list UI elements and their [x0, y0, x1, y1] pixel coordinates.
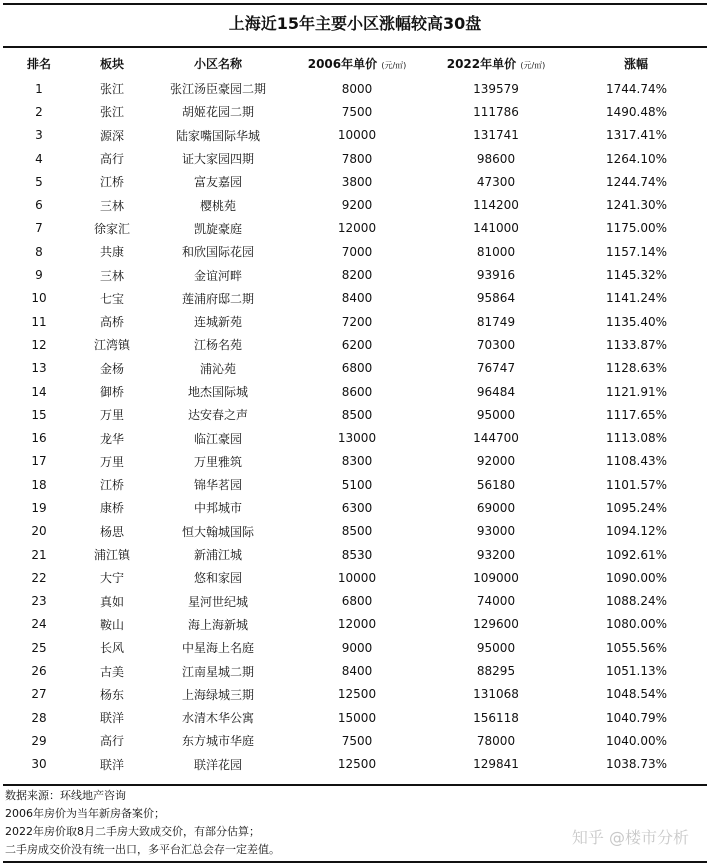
cell-growth: 1048.54%: [605, 687, 667, 702]
cell-growth: 1490.48%: [605, 104, 667, 119]
cell-rank: 13: [31, 361, 47, 376]
cell-area: 真如: [99, 594, 124, 609]
table-row: [3, 380, 707, 403]
cell-price2006: 8400: [341, 664, 373, 679]
cell-price2006: 7500: [341, 104, 373, 119]
cell-rank: 30: [31, 757, 47, 772]
cell-area: 大宁: [99, 571, 124, 586]
col-header-price2006: [287, 49, 427, 77]
cell-growth: 1128.63%: [605, 361, 667, 376]
cell-price2022: 139579: [473, 81, 519, 96]
cell-rank: 28: [31, 710, 47, 725]
table-row: [3, 426, 707, 449]
table-row: [3, 706, 707, 729]
cell-rank: 9: [35, 268, 43, 283]
cell-area: 张江: [99, 82, 124, 97]
cell-price2022: 95000: [476, 640, 516, 655]
cell-price2006: 8530: [341, 547, 373, 562]
table-row: [3, 263, 707, 286]
cell-price2022: 76747: [476, 361, 516, 376]
table-row: [3, 240, 707, 263]
cell-price2022: 144700: [473, 431, 519, 446]
cell-price2006: 6200: [341, 337, 373, 352]
cell-price2006: 7200: [341, 314, 373, 329]
table-row: [3, 217, 707, 240]
cell-name: 中星海上名庭: [181, 641, 254, 656]
cell-price2022: 81000: [476, 244, 516, 259]
cell-growth: 1264.10%: [605, 151, 667, 166]
cell-rank: 8: [35, 244, 43, 259]
cell-name: 联洋花园: [193, 757, 242, 772]
footnote-line: 二手房成交价没有统一出口，多平台汇总会存一定差值。: [5, 843, 280, 856]
cell-area: 古美: [99, 664, 124, 679]
cell-name: 恒大翰城国际: [181, 524, 254, 539]
cell-area: 万里: [99, 408, 124, 423]
ranking-table: [3, 49, 707, 776]
cell-rank: 1: [35, 81, 43, 96]
cell-rank: 4: [35, 151, 43, 166]
cell-growth: 1244.74%: [605, 174, 667, 189]
cell-rank: 10: [31, 291, 47, 306]
cell-price2022: 95000: [476, 407, 516, 422]
cell-price2006: 15000: [337, 710, 377, 725]
cell-growth: 1145.32%: [605, 268, 667, 283]
col-header-growth: 涨幅: [623, 56, 648, 71]
cell-price2006: 12000: [337, 221, 377, 236]
cell-area: 三林: [99, 198, 124, 213]
cell-price2006: 9000: [341, 640, 373, 655]
cell-price2022: 74000: [476, 594, 516, 609]
cell-price2006: 6800: [341, 361, 373, 376]
cell-area: 万里: [99, 454, 124, 469]
cell-growth: 1317.41%: [605, 128, 667, 143]
col-header-price2006-label: 2006年单价: [307, 56, 378, 71]
cell-area: 高行: [99, 734, 124, 749]
cell-price2022: 109000: [473, 570, 519, 585]
table-title: 上海近15年主要小区涨幅较高30盘: [228, 14, 482, 33]
table-row: [3, 403, 707, 426]
cell-growth: 1038.73%: [605, 757, 667, 772]
cell-area: 三林: [99, 268, 124, 283]
cell-area: 联洋: [99, 711, 124, 726]
cell-area: 联洋: [99, 757, 124, 772]
cell-growth: 1055.56%: [605, 640, 667, 655]
table-row: [3, 124, 707, 147]
cell-growth: 1090.00%: [605, 570, 667, 585]
cell-price2022: 129600: [473, 617, 519, 632]
table-row: [3, 193, 707, 216]
cell-rank: 19: [31, 500, 47, 515]
table-row: [3, 659, 707, 682]
table-row: [3, 520, 707, 543]
cell-price2006: 10000: [337, 570, 377, 585]
table-row: [3, 333, 707, 356]
col-header-name: 小区名称: [193, 56, 242, 71]
table-body: [3, 77, 707, 776]
cell-rank: 2: [35, 104, 43, 119]
cell-price2006: 13000: [337, 431, 377, 446]
cell-price2022: 92000: [476, 454, 516, 469]
cell-price2006: 6800: [341, 594, 373, 609]
cell-area: 源深: [99, 128, 124, 143]
table-row: [3, 683, 707, 706]
cell-price2022: 81749: [476, 314, 516, 329]
cell-growth: 1092.61%: [605, 547, 667, 562]
cell-price2022: 47300: [476, 174, 516, 189]
cell-price2006: 8400: [341, 291, 373, 306]
cell-price2006: 9200: [341, 198, 373, 213]
cell-name: 海上海新城: [187, 617, 248, 632]
table-row: [3, 287, 707, 310]
cell-rank: 6: [35, 198, 43, 213]
cell-name: 张江汤臣豪园二期: [169, 82, 266, 97]
cell-rank: 5: [35, 174, 43, 189]
cell-price2006: 8200: [341, 268, 373, 283]
cell-rank: 20: [31, 524, 47, 539]
cell-area: 徐家汇: [93, 221, 130, 236]
col-header-price2022: [427, 49, 565, 77]
cell-rank: 22: [31, 570, 47, 585]
cell-area: 江湾镇: [93, 338, 130, 353]
cell-name: 达安春之声: [187, 408, 248, 423]
cell-name: 上海绿城三期: [181, 687, 254, 702]
cell-growth: 1241.30%: [605, 198, 667, 213]
table-row: [3, 77, 707, 100]
cell-area: 江桥: [99, 175, 124, 190]
cell-growth: 1088.24%: [605, 594, 667, 609]
cell-name: 浦沁苑: [199, 361, 236, 376]
cell-rank: 7: [35, 221, 43, 236]
cell-price2006: 12500: [337, 687, 377, 702]
cell-name: 连城新苑: [193, 315, 242, 330]
col-header-price2022-unit: (元/㎡): [520, 60, 546, 70]
cell-area: 张江: [99, 105, 124, 120]
cell-price2022: 114200: [473, 198, 519, 213]
cell-name: 地杰国际城: [187, 385, 248, 399]
cell-name: 锦华茗园: [193, 478, 242, 493]
cell-area: 御桥: [99, 385, 124, 399]
cell-price2006: 7000: [341, 244, 373, 259]
table-row: [3, 357, 707, 380]
cell-rank: 15: [31, 407, 47, 422]
title-divider: [3, 46, 707, 48]
cell-area: 鞍山: [99, 617, 124, 632]
cell-price2022: 111786: [473, 104, 519, 119]
cell-name: 中邦城市: [193, 501, 242, 516]
cell-price2006: 8600: [341, 384, 373, 399]
col-header-price2006-unit: (元/㎡): [381, 60, 407, 70]
bottom-border: [3, 861, 707, 863]
cell-growth: 1040.00%: [605, 733, 667, 748]
cell-rank: 23: [31, 594, 47, 609]
cell-rank: 16: [31, 431, 47, 446]
col-header-area: 板块: [99, 56, 124, 71]
cell-area: 龙华: [99, 431, 124, 446]
zhihu-watermark: [572, 825, 689, 848]
cell-name: 新浦江城: [193, 548, 242, 563]
cell-name: 莲浦府邸二期: [181, 291, 254, 306]
cell-rank: 18: [31, 477, 47, 492]
cell-name: 证大家园四期: [181, 152, 254, 167]
table-bottom-border: [3, 784, 707, 786]
cell-growth: 1175.00%: [605, 221, 667, 236]
cell-growth: 1121.91%: [605, 384, 667, 399]
cell-name: 陆家嘴国际华城: [175, 128, 260, 143]
cell-rank: 12: [31, 337, 47, 352]
cell-price2006: 8300: [341, 454, 373, 469]
cell-price2006: 12500: [337, 757, 377, 772]
cell-price2022: 131741: [473, 128, 519, 143]
cell-price2006: 8000: [341, 81, 373, 96]
cell-area: 浦江镇: [93, 548, 130, 563]
cell-rank: 14: [31, 384, 47, 399]
table-row: [3, 310, 707, 333]
footnote-line: 2006年房价为当年新房备案价；: [5, 807, 165, 820]
table-row: [3, 613, 707, 636]
cell-growth: 1113.08%: [605, 431, 667, 446]
cell-price2022: 78000: [476, 733, 516, 748]
cell-growth: 1133.87%: [605, 337, 667, 352]
cell-area: 高桥: [99, 315, 124, 330]
cell-price2022: 93000: [476, 524, 516, 539]
cell-name: 东方城市华庭: [181, 734, 254, 749]
cell-price2022: 69000: [476, 500, 516, 515]
table-row: [3, 100, 707, 123]
cell-rank: 29: [31, 733, 47, 748]
footnote-line: 数据来源：环线地产咨询: [5, 789, 126, 802]
table-row: [3, 170, 707, 193]
cell-price2006: 7800: [341, 151, 373, 166]
cell-area: 共康: [99, 245, 124, 260]
top-border: [3, 3, 707, 5]
cell-price2006: 3800: [341, 174, 373, 189]
table-row: [3, 566, 707, 589]
cell-price2022: 95864: [476, 291, 516, 306]
table-row: [3, 450, 707, 473]
cell-name: 水清木华公寓: [181, 711, 254, 726]
table-row: [3, 543, 707, 566]
cell-growth: 1051.13%: [605, 664, 667, 679]
cell-price2022: 131068: [473, 687, 519, 702]
table-row: [3, 590, 707, 613]
footnotes: [5, 787, 280, 859]
cell-name: 凯旋豪庭: [193, 221, 242, 236]
cell-rank: 21: [31, 547, 47, 562]
cell-area: 康桥: [99, 501, 124, 516]
cell-name: 富友嘉园: [193, 175, 242, 190]
watermark-account: @楼市分析: [608, 828, 689, 847]
cell-area: 高行: [99, 152, 124, 167]
cell-price2022: 93200: [476, 547, 516, 562]
cell-growth: 1141.24%: [605, 291, 667, 306]
cell-price2022: 129841: [473, 757, 519, 772]
cell-area: 长风: [99, 641, 124, 656]
cell-name: 樱桃苑: [199, 198, 236, 213]
cell-price2022: 141000: [473, 221, 519, 236]
cell-growth: 1744.74%: [605, 81, 667, 96]
cell-rank: 24: [31, 617, 47, 632]
cell-price2006: 6300: [341, 500, 373, 515]
footnote-line: 2022年房价取8月二手房大致成交价，有部分估算；: [5, 825, 260, 838]
cell-rank: 3: [35, 128, 43, 143]
cell-rank: 11: [31, 314, 47, 329]
cell-area: 金杨: [99, 361, 124, 376]
cell-price2022: 98600: [476, 151, 516, 166]
cell-area: 杨思: [99, 524, 124, 539]
col-header-rank: 排名: [26, 56, 51, 71]
cell-name: 和欣国际花园: [181, 245, 254, 260]
cell-growth: 1157.14%: [605, 244, 667, 259]
cell-growth: 1135.40%: [605, 314, 667, 329]
cell-price2006: 5100: [341, 477, 373, 492]
cell-rank: 27: [31, 687, 47, 702]
watermark-brand: 知乎: [571, 828, 604, 847]
cell-price2006: 8500: [341, 407, 373, 422]
cell-rank: 26: [31, 664, 47, 679]
cell-growth: 1040.79%: [605, 710, 667, 725]
cell-price2022: 70300: [476, 337, 516, 352]
cell-rank: 25: [31, 640, 47, 655]
cell-name: 悠和家园: [193, 571, 242, 586]
cell-name: 江杨名苑: [193, 338, 242, 353]
cell-growth: 1080.00%: [605, 617, 667, 632]
table-row: [3, 496, 707, 519]
cell-name: 江南星城二期: [181, 664, 254, 679]
cell-price2022: 88295: [476, 664, 516, 679]
table-row: [3, 147, 707, 170]
cell-price2022: 156118: [473, 710, 519, 725]
cell-area: 七宝: [99, 291, 124, 306]
col-header-price2022-label: 2022年单价: [446, 56, 517, 71]
table-row: [3, 473, 707, 496]
cell-price2006: 7500: [341, 733, 373, 748]
cell-name: 金谊河畔: [193, 268, 242, 283]
cell-growth: 1095.24%: [605, 500, 667, 515]
cell-growth: 1101.57%: [605, 477, 667, 492]
cell-name: 胡姬花园二期: [181, 105, 254, 120]
cell-growth: 1117.65%: [605, 407, 667, 422]
cell-name: 万里雅筑: [193, 454, 242, 469]
cell-growth: 1108.43%: [605, 454, 667, 469]
cell-area: 杨东: [99, 687, 124, 702]
report-frame: [3, 3, 707, 863]
header-row: [3, 49, 707, 77]
cell-price2022: 96484: [476, 384, 516, 399]
cell-price2022: 56180: [476, 477, 516, 492]
cell-name: 星河世纪城: [187, 594, 248, 609]
cell-rank: 17: [31, 454, 47, 469]
cell-price2006: 8500: [341, 524, 373, 539]
cell-price2022: 93916: [476, 268, 516, 283]
cell-price2006: 12000: [337, 617, 377, 632]
cell-price2006: 10000: [337, 128, 377, 143]
cell-growth: 1094.12%: [605, 524, 667, 539]
table-row: [3, 753, 707, 776]
table-row: [3, 636, 707, 659]
cell-name: 临江豪园: [193, 431, 242, 446]
table-row: [3, 729, 707, 752]
cell-area: 江桥: [99, 478, 124, 493]
